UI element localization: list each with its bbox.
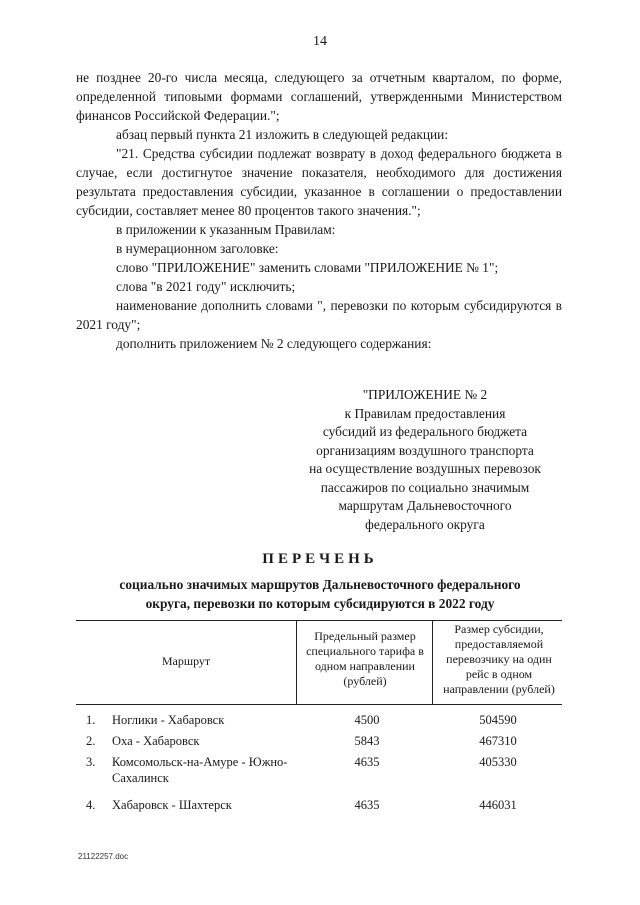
row-number: 2.: [86, 734, 96, 748]
paragraph-8: наименование дополнить словами ", перевозки по которым субсидируются в 2021 году";: [76, 298, 562, 332]
paragraph-3: "21. Средства субсидии подлежат возврату в доход федерального бюджета в случае, если достигнутое значение показателя, необходимого для достижения результата предоставления субсидии, указанное в соглашении о предоставлении субсидии, составляет менее 80 процентов такого значения.";: [76, 146, 562, 218]
appendix-line: маршрутам Дальневосточного: [338, 498, 512, 513]
row-route: Оха - Хабаровск: [112, 734, 200, 748]
row-route: Ноглики - Хабаровск: [112, 713, 225, 727]
table-column-divider: [432, 620, 433, 704]
header-route: Маршрут: [161, 654, 211, 668]
appendix-line: на осуществление воздушных перевозок: [309, 461, 541, 476]
row-number: 1.: [86, 713, 96, 727]
subtitle-line: округа, перевозки по которым субсидируются в 2022 году: [145, 595, 495, 611]
appendix-line: к Правилам предоставления: [344, 405, 506, 421]
row-route: Хабаровск - Шахтерск: [112, 798, 232, 812]
row-tariff: 4635: [354, 798, 380, 812]
paragraph-4: в приложении к указанным Правилам:: [116, 222, 336, 237]
row-number: 3.: [86, 755, 96, 769]
paragraph-7: слова "в 2021 году" исключить;: [116, 279, 296, 294]
table-column-divider: [296, 620, 297, 704]
appendix-line: пассажиров по социально значимым: [320, 479, 530, 495]
table-header-rule: [76, 704, 562, 705]
row-tariff: 5843: [354, 734, 380, 748]
row-subsidy: 467310: [479, 734, 517, 748]
paragraph-9: дополнить приложением № 2 следующего содержания:: [116, 336, 432, 351]
row-tariff: 4635: [354, 755, 380, 769]
appendix-line: федерального округа: [365, 516, 485, 532]
appendix-line: "ПРИЛОЖЕНИЕ № 2: [362, 387, 488, 402]
file-name-footer: 21122257.doc: [78, 852, 129, 861]
row-route: Комсомольск-на-Амуре - Южно-Сахалинск: [112, 755, 288, 785]
appendix-line: организациям воздушного транспорта: [316, 442, 534, 458]
row-subsidy: 405330: [479, 755, 517, 769]
row-number: 4.: [86, 798, 96, 812]
table-top-rule: [76, 620, 562, 621]
page-number: 14: [313, 34, 327, 49]
body-text: [76, 68, 562, 353]
row-subsidy: 504590: [479, 713, 517, 727]
list-subtitle: [60, 576, 580, 613]
header-tariff: Предельный размер специального тарифа в одном направлении (рублей): [306, 629, 424, 688]
paragraph-5: в нумерационном заголовке:: [116, 241, 279, 256]
appendix-header: [290, 386, 560, 534]
row-subsidy: 446031: [479, 798, 517, 812]
appendix-line: субсидий из федерального бюджета: [322, 424, 528, 439]
subtitle-line: социально значимых маршрутов Дальневосточного федерального: [119, 577, 521, 592]
header-subsidy: Размер субсидии, предоставляемой перевозчику на один рейс в одном направлении (рублей): [443, 622, 555, 696]
list-title: ПЕРЕЧЕНЬ: [262, 551, 378, 567]
paragraph-2: абзац первый пункта 21 изложить в следующей редакции:: [116, 127, 449, 142]
paragraph-6: слово "ПРИЛОЖЕНИЕ" заменить словами "ПРИЛОЖЕНИЕ № 1";: [116, 260, 499, 275]
row-tariff: 4500: [354, 713, 380, 727]
paragraph-1: не позднее 20-го числа месяца, следующего за отчетным кварталом, по форме, определенной типовыми формами соглашений, утвержденными Министерством финансов Российской Федерации.";: [76, 70, 562, 123]
